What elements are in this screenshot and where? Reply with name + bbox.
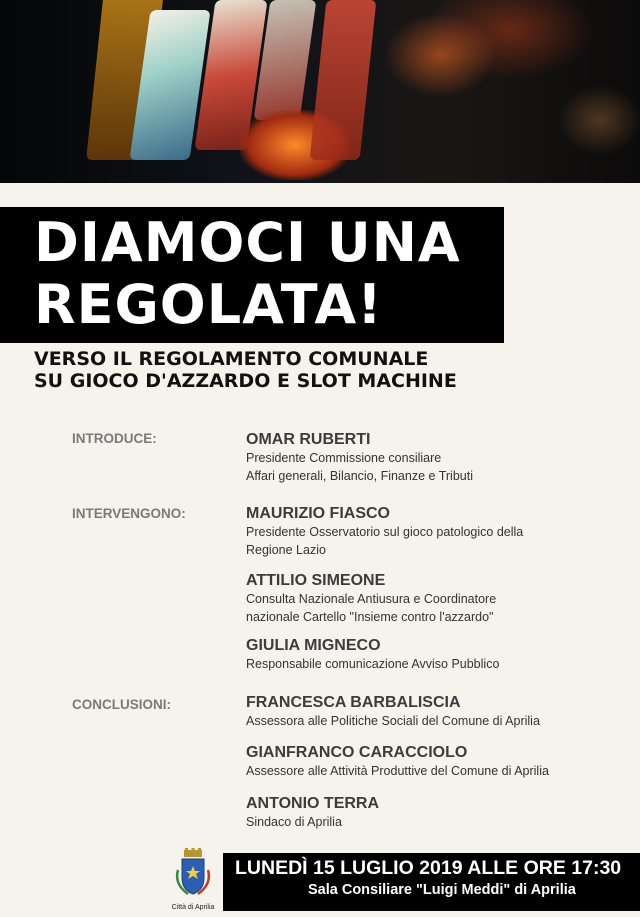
slot-machine-photo xyxy=(0,0,640,183)
coat-of-arms-icon xyxy=(170,848,216,898)
speaker-gianfranco-caracciolo xyxy=(246,743,549,780)
event-place: Sala Consiliare "Luigi Meddi" di Aprilia xyxy=(308,882,576,898)
speaker-giulia-migneco xyxy=(246,636,499,673)
speaker-desc-line: Sindaco di Aprilia xyxy=(246,815,342,829)
role-conclusioni: CONCLUSIONI: xyxy=(72,697,171,712)
speaker-name: OMAR RUBERTI xyxy=(246,431,371,448)
title-line-1: DIAMOCI UNA xyxy=(34,211,461,274)
speaker-name: GIANFRANCO CARACCIOLO xyxy=(246,744,468,761)
speaker-desc-line: Assessore alle Attività Produttive del Comune di Aprilia xyxy=(246,764,549,778)
speaker-desc-line: Assessora alle Politiche Sociali del Comune di Aprilia xyxy=(246,714,540,728)
speaker-desc-line: Consulta Nazionale Antiusura e Coordinatore xyxy=(246,592,497,606)
role-intervengono: INTERVENGONO: xyxy=(72,506,186,521)
poster-subtitle xyxy=(34,348,457,392)
speaker-desc-line: Affari generali, Bilancio, Finanze e Tributi xyxy=(246,469,473,483)
title-line-2: REGOLATA! xyxy=(34,273,383,336)
speaker-omar-ruberti xyxy=(246,430,473,485)
role-introduce: INTRODUCE: xyxy=(72,431,157,446)
subtitle-line-2: SU GIOCO D'AZZARDO E SLOT MACHINE xyxy=(34,370,457,392)
speaker-desc-line: nazionale Cartello "Insieme contro l'azzardo" xyxy=(246,610,494,624)
speaker-antonio-terra xyxy=(246,794,379,831)
slot-machine-right xyxy=(310,0,377,160)
speaker-maurizio-fiasco xyxy=(246,504,523,559)
event-date: LUNEDÌ 15 LUGLIO 2019 ALLE ORE 17:30 xyxy=(235,857,622,879)
speaker-name: FRANCESCA BARBALISCIA xyxy=(246,694,461,711)
speaker-name: ANTONIO TERRA xyxy=(246,795,380,812)
poster-title xyxy=(34,212,461,336)
speaker-desc-line: Presidente Osservatorio sul gioco patologico della xyxy=(246,525,524,539)
speaker-desc-line: Regione Lazio xyxy=(246,543,326,557)
logo-caption: Città di Aprilia xyxy=(171,904,215,911)
speaker-name: GIULIA MIGNECO xyxy=(246,637,381,654)
speaker-francesca-barbaliscia xyxy=(246,693,540,730)
speaker-name: MAURIZIO FIASCO xyxy=(246,505,390,522)
city-logo xyxy=(170,848,216,910)
speaker-name: ATTILIO SIMEONE xyxy=(246,572,386,589)
speaker-desc-line: Responsabile comunicazione Avviso Pubblico xyxy=(246,657,500,671)
speaker-desc-line: Presidente Commissione consiliare xyxy=(246,451,442,465)
speaker-attilio-simeone xyxy=(246,571,496,626)
subtitle-line-1: VERSO IL REGOLAMENTO COMUNALE xyxy=(34,348,429,370)
